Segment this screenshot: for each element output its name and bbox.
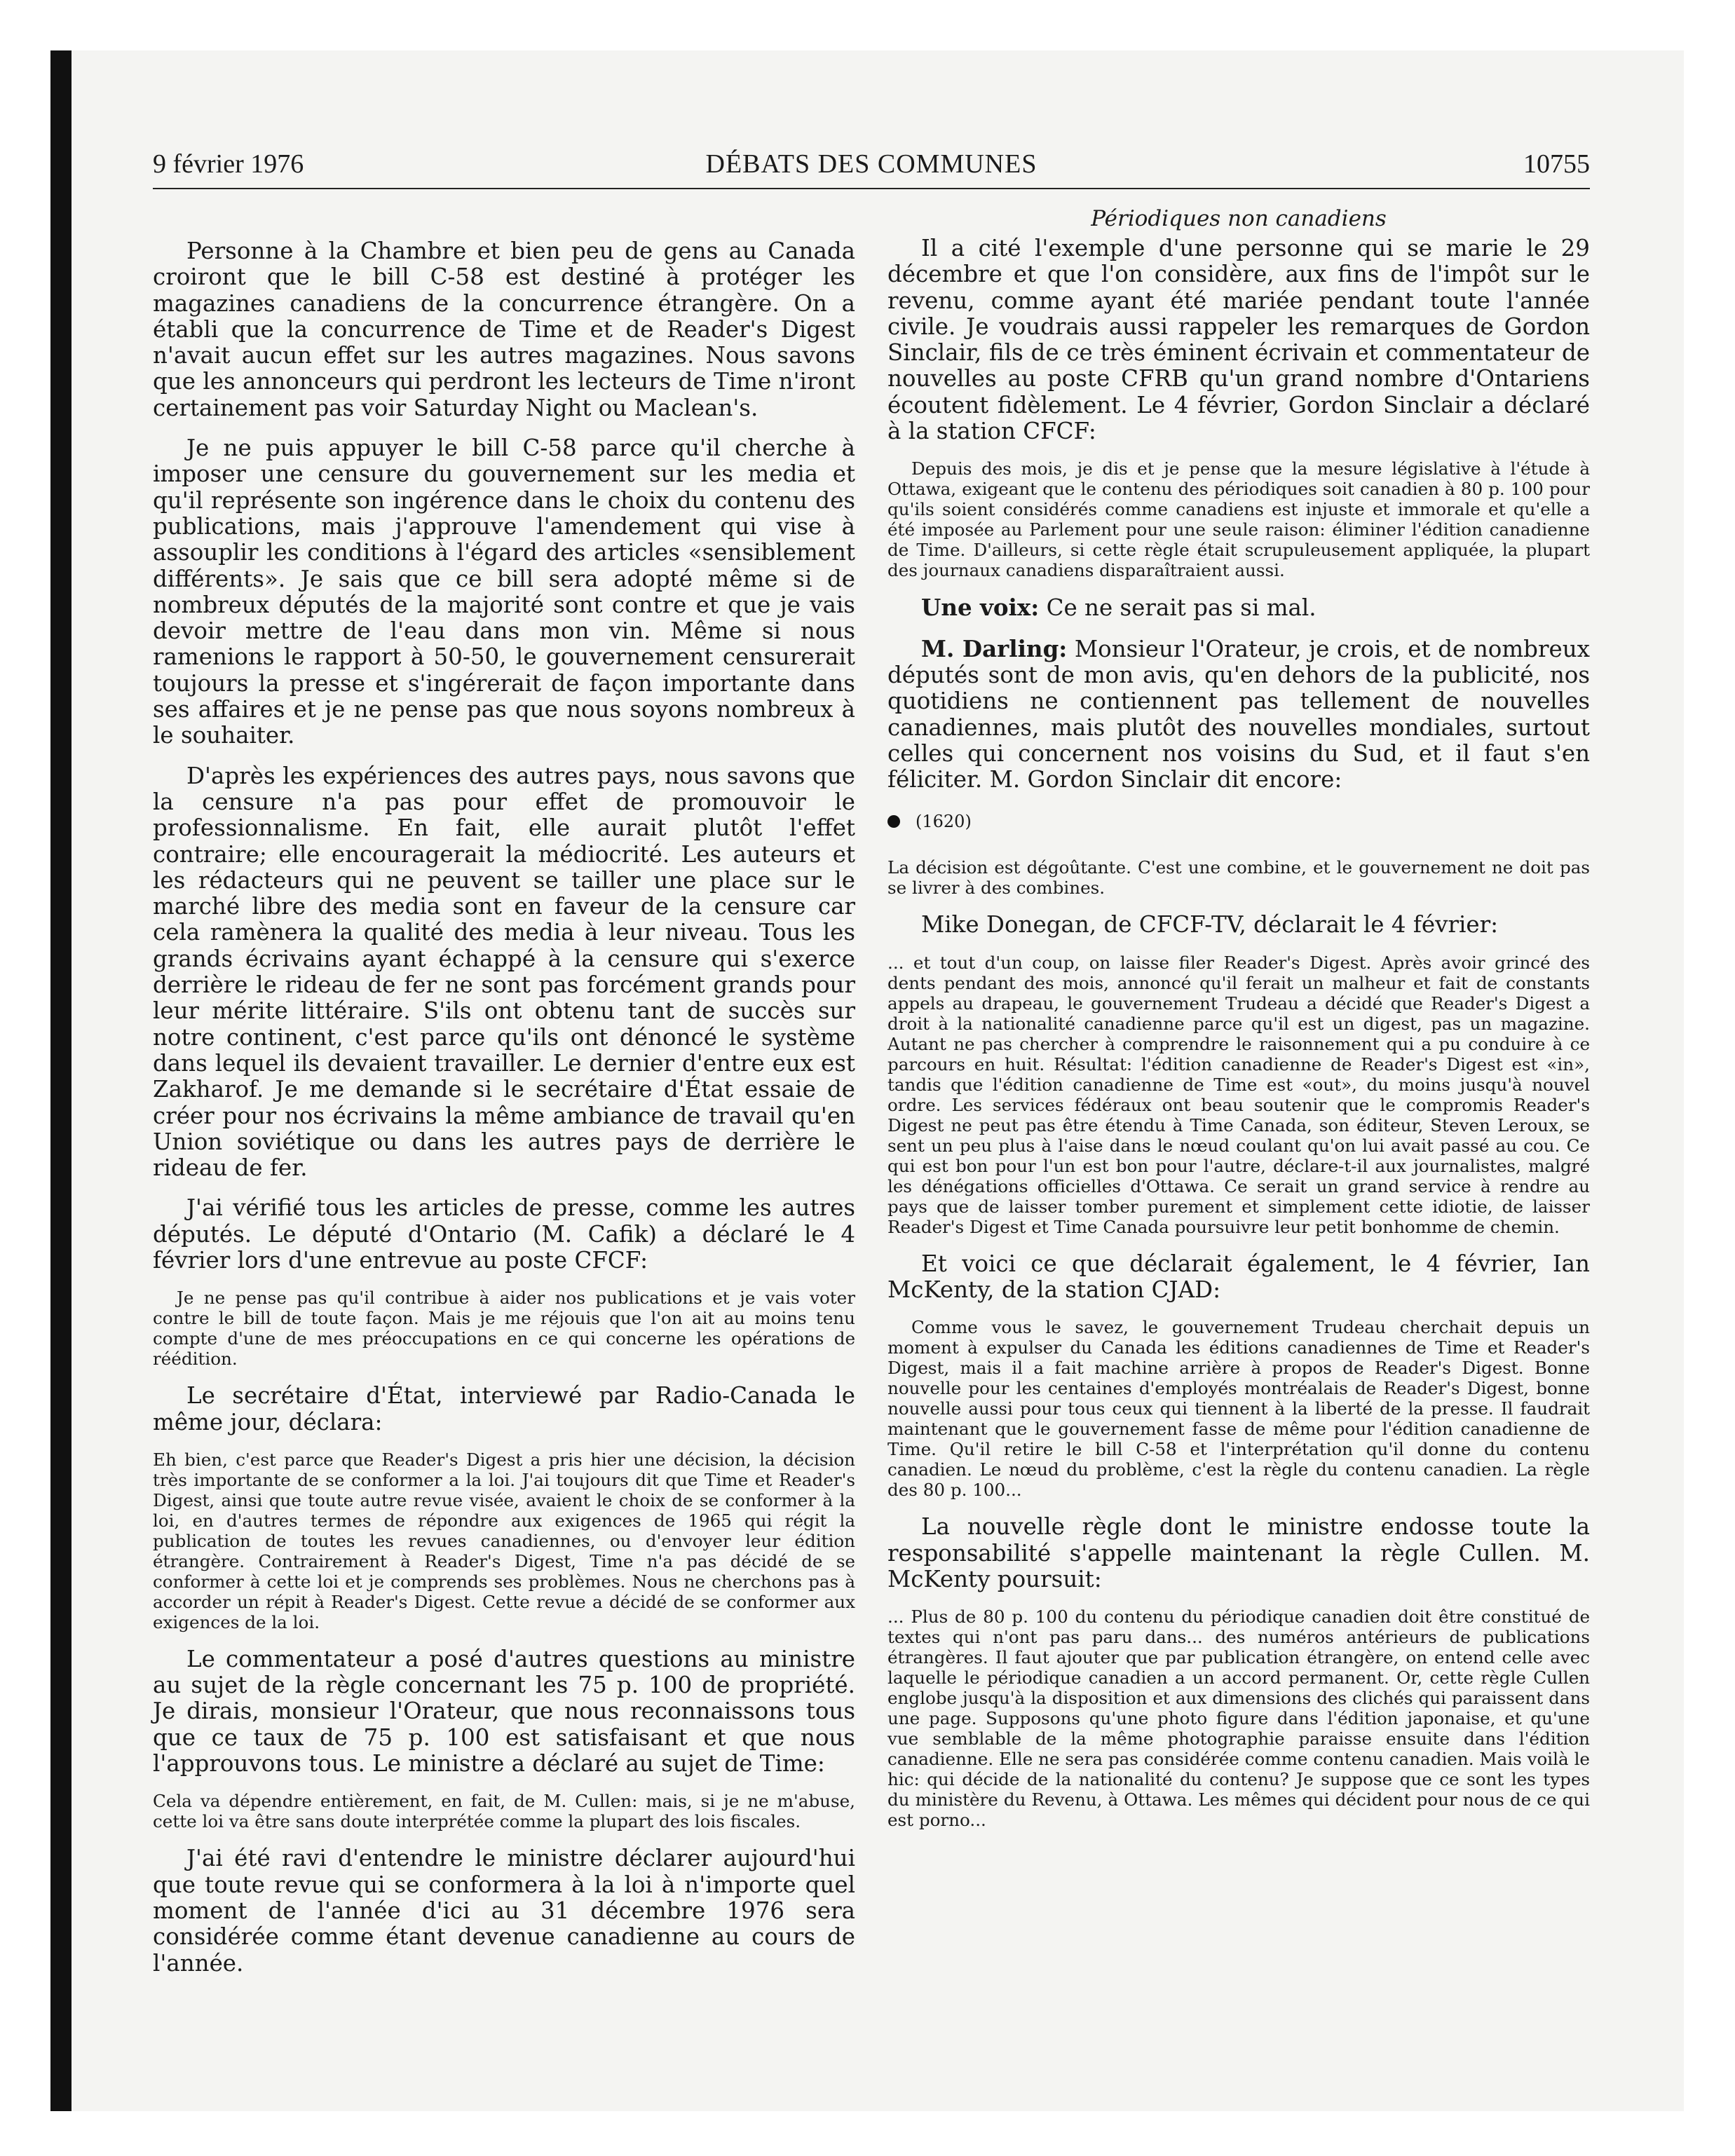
- paragraph: Je ne puis appuyer le bill C-58 parce qu'il cherche à imposer une censure du gouvernement sur les media et qu'il représente son ingérence dans le choix du contenu des publications, mais j'approuve l'amendement qui vise à assouplir les conditions à l'égard des articles «sensiblement différents». Je sais que ce bill sera adopté même si de nombreux députés de la majorité sont contre et que je vais devoir mettre de l'eau dans mon vin. Même si nous ramenions le rapport à 50-50, le gouvernement censurerait toujours la presse et s'ingérerait de façon importante dans ses affaires et je ne pense pas que nous soyons nombreux à le souhaiter.: [153, 435, 855, 749]
- header-date: 9 février 1976: [153, 149, 304, 179]
- binding-edge: [50, 50, 72, 2111]
- paragraph: J'ai vérifié tous les articles de presse, comme les autres députés. Le député d'Ontario (M. Cafik) a déclaré le 4 février lors d'une entrevue au poste CFCF:: [153, 1194, 855, 1274]
- section-title: Périodiques non canadiens: [1091, 206, 1387, 231]
- header-page-number: 10755: [1523, 149, 1590, 179]
- paragraph: La nouvelle règle dont le ministre endosse toute la responsabilité s'appelle maintenant la règle Cullen. M. McKenty poursuit:: [887, 1513, 1590, 1592]
- quotation: ... et tout d'un coup, on laisse filer Reader's Digest. Après avoir grincé des dents pendant des mois, annoncé qu'il ferait un malheur et fait de constants appels au drapeau, le gouvernement Trudeau a décidé que Reader's Digest a droit à la nationalité canadienne parce qu'il est un digest, pas un magazine. Autant ne pas chercher à comprendre le raisonnement qui a pu conduire à ce parcours en huit. Résultat: l'édition canadienne de Reader's Digest est «in», tandis que l'édition canadienne de Time est «out», du moins jusqu'à nouvel ordre. Les services fédéraux ont beau soutenir que le compromis Reader's Digest ne peut pas être étendu à Time Canada, son éditeur, Steven Leroux, se sent un peu plus à l'aise dans le nœud coulant qu'on lui avait passé au cou. Ce qui est bon pour l'un est bon pour l'autre, déclare-t-il aux journalistes, malgré les dénégations officielles d'Ottawa. Ce serait un grand service à rendre au pays que de laisser tomber purement et simplement cette idiotie, de laisser Reader's Digest et Time Canada poursuivre leur petit bonhomme de chemin.: [887, 952, 1590, 1237]
- paragraph: Le secrétaire d'État, interviewé par Radio-Canada le même jour, déclara:: [153, 1382, 855, 1435]
- speaker-name: M. Darling:: [921, 634, 1068, 662]
- right-column: [887, 206, 1590, 1844]
- paragraph: J'ai été ravi d'entendre le ministre déclarer aujourd'hui que toute revue qui se conformera à la loi à n'importe quel moment de l'année d'ici au 31 décembre 1976 sera considérée comme étant devenue canadienne au cours de l'année.: [153, 1845, 855, 1977]
- quotation: La décision est dégoûtante. C'est une combine, et le gouvernement ne doit pas se livrer à des combines.: [887, 857, 1590, 899]
- paragraph: Et voici ce que déclarait également, le 4 février, Ian McKenty, de la station CJAD:: [887, 1250, 1590, 1304]
- paragraph: Personne à la Chambre et bien peu de gens au Canada croiront que le bill C-58 est destiné à protéger les magazines canadiens de la concurrence étrangère. On a établi que la concurrence de Time et de Reader's Digest n'avait aucun effet sur les autres magazines. Nous savons que les annonceurs qui perdront les lecteurs de Time n'iront certainement pas voir Saturday Night ou Maclean's.: [153, 238, 855, 421]
- speaker-name: Une voix:: [921, 594, 1040, 622]
- paragraph: Il a cité l'exemple d'une personne qui se marie le 29 décembre et que l'on considère, aux fins de l'impôt sur le revenu, comme ayant été mariée pendant toute l'année civile. Je voudrais aussi rappeler les remarques de Gordon Sinclair, fils de ce très éminent écrivain et commentateur de nouvelles au poste CFRB qu'un grand nombre d'Ontariens écoutent fidèlement. Le 4 février, Gordon Sinclair a déclaré à la station CFCF:: [887, 235, 1590, 445]
- quotation: Eh bien, c'est parce que Reader's Digest a pris hier une décision, la décision très importante de se conformer a la loi. J'ai toujours dit que Time et Reader's Digest, ainsi que toute autre revue visée, avaient le choix de se conformer à la loi, en d'autres termes de répondre aux exigences de 1965 qui régit la publication de toutes les revues canadiennes, ou d'envoyer leur édition étrangère. Contrairement à Reader's Digest, Time n'a pas décidé de se conformer à cette loi et je comprends ses problèmes. Nous ne cherchons pas à accorder un répit à Reader's Digest. Cette revue a décidé de se conformer aux exigences de la loi.: [153, 1449, 855, 1632]
- quotation: Cela va dépendre entièrement, en fait, de M. Cullen: mais, si je ne m'abuse, cette loi va être sans doute interprétée comme la plupart des lois fiscales.: [153, 1791, 855, 1832]
- time-marker: [887, 811, 1590, 832]
- paragraph: Le commentateur a posé d'autres questions au ministre au sujet de la règle concernant les 75 p. 100 de propriété. Je dirais, monsieur l'Orateur, que nous reconnaissons tous que ce taux de 75 p. 100 est satisfaisant et que nous l'approuvons tous. Le ministre a déclaré au sujet de Time:: [153, 1645, 855, 1778]
- paragraph: D'après les expériences des autres pays, nous savons que la censure n'a pas pour effet de promouvoir le professionnalisme. En fait, elle aurait plutôt l'effet contraire; elle encouragerait la médiocrité. Les auteurs et les rédacteurs qui ne peuvent se tailler une place sur le marché libre des media sont en faveur de la censure car cela ramènera la qualité des media à leur niveau. Tous les grands écrivains ayant échappé à la censure qui s'exerce derrière le rideau de fer ne sont pas forcément grands pour leur mérite littéraire. S'ils ont obtenu tant de succès sur notre continent, c'est parce qu'ils ont dénoncé le système dans lequel ils devaient travailler. Le dernier d'entre eux est Zakharof. Je me demande si le secrétaire d'État essaie de créer pour nos écrivains la même ambiance de travail qu'en Union soviétique ou dans les autres pays de derrière le rideau de fer.: [153, 762, 855, 1182]
- left-column: [153, 238, 855, 1991]
- quotation: Depuis des mois, je dis et je pense que la mesure législative à l'étude à Ottawa, exigeant que le contenu des périodiques soit canadien à 80 p. 100 pour qu'ils soient considérés comme canadiens est injuste et immorale et qu'elle a été imposée au Parlement pour une seule raison: éliminer l'édition canadienne de Time. D'ailleurs, si cette règle était scrupuleusement appliquée, la plupart des journaux canadiens disparaîtraient aussi.: [887, 458, 1590, 581]
- speech-text: Monsieur l'Orateur, je crois, et de nombreux députés sont de mon avis, qu'en dehors de la publicité, nos quotidiens ne contiennent pas tellement de nouvelles canadiennes, mais plutôt des nouvelles mondiales, surtout celles qui concernent nos voisins du Sud, et il faut s'en féliciter. M. Gordon Sinclair dit encore:: [887, 635, 1590, 793]
- speech-text: Ce ne serait pas si mal.: [1039, 594, 1316, 622]
- quotation: ... Plus de 80 p. 100 du contenu du périodique canadien doit être constitué de textes qui n'ont pas paru dans... des numéros antérieurs de publications étrangères. Il faut ajouter que par publication étrangère, on entend celle avec laquelle le périodique canadien a un accord permanent. Or, cette règle Cullen englobe jusqu'à la disposition et aux dimensions des clichés qui paraissent dans une page. Supposons qu'une photo figure dans l'édition japonaise, et qu'une vue semblable de la même photographie paraisse ensuite dans l'édition canadienne. Elle ne sera pas considérée comme contenu canadien. Mais voilà le hic: qui décide de la nationalité du contenu? Je suppose que ce sont les types du ministère du Revenu, à Ottawa. Les mêmes qui décident pour nous de ce qui est porno...: [887, 1606, 1590, 1831]
- quotation: Comme vous le savez, le gouvernement Trudeau cherchait depuis un moment à expulser du Canada les éditions canadiennes de Time et Reader's Digest, mais il a fait machine arrière à propos de Reader's Digest. Bonne nouvelle pour les centaines d'employés montréalais de Reader's Digest, bonne nouvelle aussi pour tous ceux qui tiennent à la liberté de la presse. Il faudrait maintenant que le gouvernement fasse de même pour l'édition canadienne de Time. Qu'il retire le bill C-58 et l'interprétation qu'il donne du contenu canadien. Le nœud du problème, c'est la règle du contenu canadien. La règle des 80 p. 100...: [887, 1317, 1590, 1501]
- time-marker-text: (1620): [916, 812, 972, 832]
- page-header: [153, 149, 1590, 189]
- paragraph: Mike Donegan, de CFCF-TV, déclarait le 4 février:: [921, 911, 1499, 939]
- bullet-icon: [887, 815, 900, 828]
- header-title: DÉBATS DES COMMUNES: [705, 149, 1037, 179]
- quotation: Je ne pense pas qu'il contribue à aider nos publications et je vais voter contre le bill de toute façon. Mais je me réjouis que l'on ait au moins tenu compte d'une de mes préoccupations en ce qui concerne les opérations de réédition.: [153, 1288, 855, 1370]
- paragraph: [887, 594, 1590, 621]
- paragraph: [887, 636, 1590, 793]
